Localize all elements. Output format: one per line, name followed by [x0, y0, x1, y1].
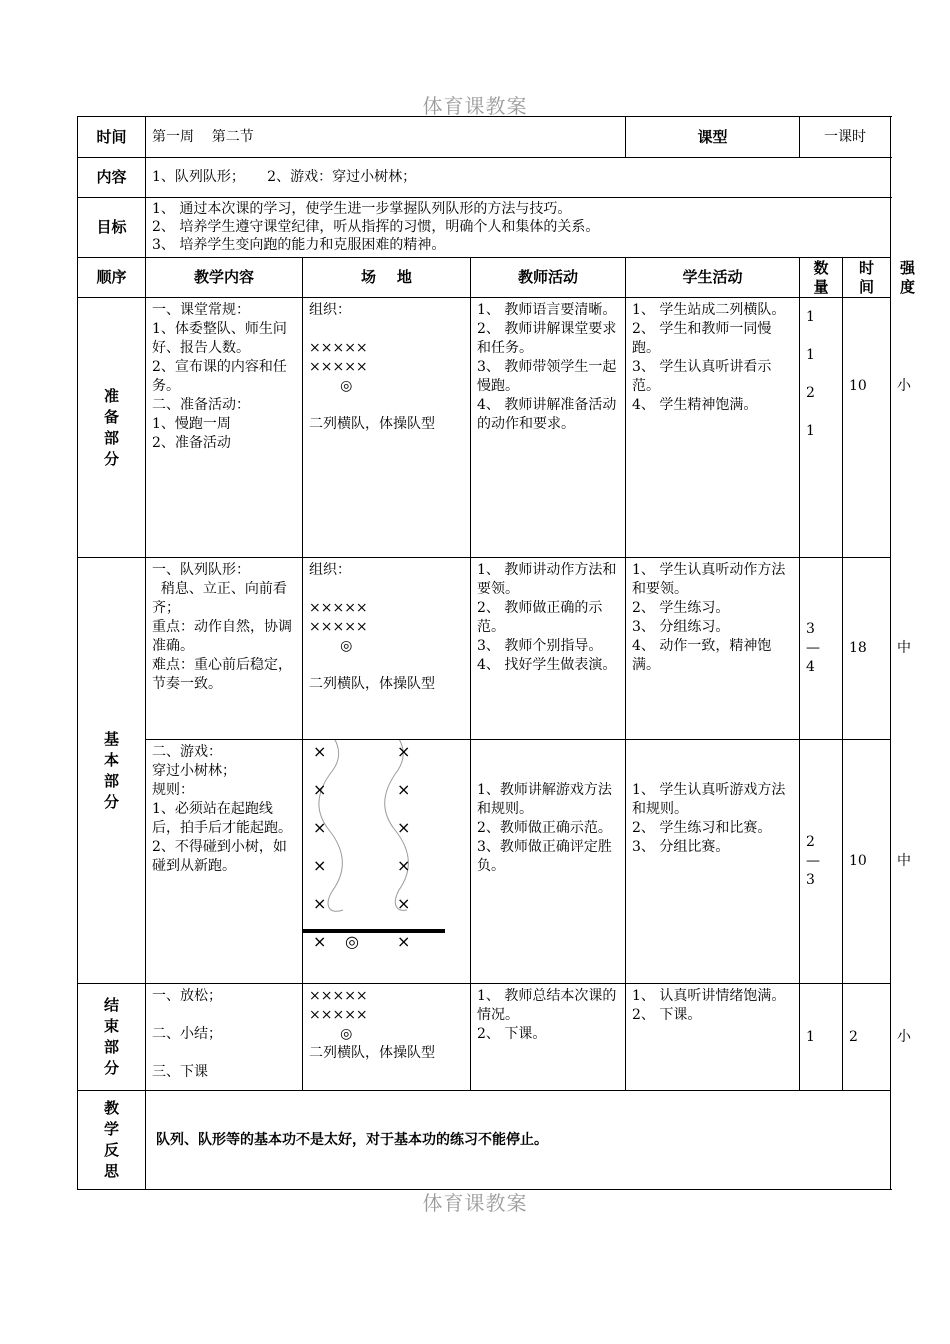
reflection-label: 教学反思 [78, 1091, 146, 1190]
col-field: 场 地 [303, 258, 471, 298]
end-row: 结束部分 一、放松； 二、小结； 三、下课 ××××× ××××× ◎ 二列横队，体操队型 1、 教师总结本次课的情况。 2、 下课。 1、 认真听讲情绪饱满。 2、 下课。 1 2 小 [78, 984, 891, 1091]
basic-content-1: 一、队列队形： 稍息、立正、向前看齐； 重点：动作自然，协调准确。 难点：重心前后稳定，节奏一致。 [146, 558, 303, 740]
tree-mark: × [397, 856, 411, 875]
teacher-mark: ◎ [309, 638, 353, 654]
goal-item: 3、 培养学生变向跑的能力和克服困难的精神。 [152, 237, 446, 253]
time-value: 第一周 第二节 [146, 117, 626, 158]
prep-time: 10 [843, 298, 891, 558]
prep-qty: 1 1 2 1 [800, 298, 843, 558]
end-qty: 1 [800, 984, 843, 1091]
tree-mark: × [397, 780, 411, 799]
player-mark: × [397, 932, 411, 951]
end-field: ××××× ××××× ◎ 二列横队，体操队型 [303, 984, 471, 1091]
basic-content-2: 二、游戏： 穿过小树林； 规则： 1、必须站在起跑线后，拍手后才能起跑。 2、不得碰到小树，如碰到从新跑。 [146, 740, 303, 984]
time-row [78, 117, 891, 158]
teacher-mark: ◎ [309, 378, 353, 394]
tree-mark: × [313, 856, 327, 875]
basic-row-2: 二、游戏： 穿过小树林； 规则： 1、必须站在起跑线后，拍手后才能起跑。 2、不得碰到小树，如碰到从新跑。 × × × × × × × × × × × ◎ × 1、教师讲解游戏方法和规则。 2、教师做正确示范。 3、教师做正确评定胜负。 1、 学生认真听游戏方法和规则。 2、 学生练习和比赛。 3、 分组比赛。 2 — 3 10 中 [78, 740, 891, 984]
prep-field: 组织： ××××× ××××× ◎ 二列横队，体操队型 [303, 298, 471, 558]
column-header-row: 顺序 教学内容 场 地 教师活动 学生活动 数量 时间 强度 [78, 258, 891, 298]
prep-row: 准备部分 一、课堂常规： 1、体委整队、师生问好、报告人数。 2、宣布课的内容和任务。 二、准备活动： 1、慢跑一周 2、准备活动 组织： ××××× ××××× ◎ 二列横队，体操队型 1、 教师语言要清晰。 2、 教师讲解课堂要求和任务。 3、 教师带领学生一起慢跑。 4、 教师讲解准备活动的动作和要求。 1、 学生站成二列横队。 2、 学生和教师一同慢跑。 3、 学生认真听讲看示范。 4、 学生精神饱满。 1 1 2 1 10 小 [78, 298, 891, 558]
prep-teacher: 1、 教师语言要清晰。 2、 教师讲解课堂要求和任务。 3、 教师带领学生一起慢跑。 4、 教师讲解准备活动的动作和要求。 [471, 298, 626, 558]
tree-mark: × [313, 780, 327, 799]
end-content: 一、放松； 二、小结； 三、下课 [146, 984, 303, 1091]
basic-row-1: 基本部分 一、队列队形： 稍息、立正、向前看齐； 重点：动作自然，协调准确。 难点：重心前后稳定，节奏一致。 组织： ××××× ××××× ◎ 二列横队，体操队型 1、 教师讲动作方法和要领。 2、 教师做正确的示范。 3、 教师个别指导。 4、 找好学生做表演。 1、 学生认真听动作方法和要领。 2、 学生练习。 3、 分组练习。 4、 动作一致，精神饱满。 3 — 4 18 中 [78, 558, 891, 740]
basic-student-2: 1、 学生认真听游戏方法和规则。 2、 学生练习和比赛。 3、 分组比赛。 [626, 740, 800, 984]
reflection-text: 队列、队形等的基本功不是太好，对于基本功的练习不能停止。 [146, 1091, 891, 1190]
col-qty: 数量 [800, 258, 843, 298]
basic-qty-1: 3 — 4 [800, 558, 843, 740]
end-label: 结束部分 [78, 984, 146, 1091]
goal-label: 目标 [78, 198, 146, 258]
end-teacher: 1、 教师总结本次课的情况。 2、 下课。 [471, 984, 626, 1091]
col-teacher: 教师活动 [471, 258, 626, 298]
prep-label: 准备部分 [78, 298, 146, 558]
goal-item: 2、 培养学生遵守课堂纪律，听从指挥的习惯，明确个人和集体的关系。 [152, 219, 600, 235]
tree-mark: × [397, 818, 411, 837]
header-watermark: 体育课教案 [422, 94, 528, 118]
content-value: 1、队列队形； 2、游戏：穿过小树林； [146, 158, 891, 198]
content-row [78, 158, 891, 198]
basic-field-1: 组织： ××××× ××××× ◎ 二列横队，体操队型 [303, 558, 471, 740]
col-student: 学生活动 [626, 258, 800, 298]
prep-student: 1、 学生站成二列横队。 2、 学生和教师一同慢跑。 3、 学生认真听讲看示范。 4、 学生精神饱满。 [626, 298, 800, 558]
goal-item: 1、 通过本次课的学习，使学生进一步掌握队列队形的方法与技巧。 [152, 201, 572, 217]
tree-mark: × [313, 742, 327, 761]
end-student: 1、 认真听讲情绪饱满。 2、 下课。 [626, 984, 800, 1091]
goal-row [78, 198, 891, 258]
basic-qty-2: 2 — 3 [800, 740, 843, 984]
col-time: 时间 [843, 258, 891, 298]
basic-field-2 [303, 740, 471, 984]
prep-content: 一、课堂常规： 1、体委整队、师生问好、报告人数。 2、宣布课的内容和任务。 二、准备活动： 1、慢跑一周 2、准备活动 [146, 298, 303, 558]
teacher-mark: ◎ [345, 932, 359, 951]
lesson-plan-table [77, 116, 916, 1190]
teacher-mark: ◎ [309, 1026, 353, 1042]
goal-list [146, 198, 891, 258]
tree-mark: × [313, 818, 327, 837]
type-value: 一课时 [800, 117, 891, 158]
time-label: 时间 [78, 117, 146, 158]
type-label: 课型 [626, 117, 800, 158]
footer-watermark: 体育课教案 [422, 1191, 528, 1215]
basic-label: 基本部分 [78, 558, 146, 984]
col-content: 教学内容 [146, 258, 303, 298]
tree-mark: × [397, 894, 411, 913]
reflection-row [78, 1091, 891, 1190]
content-label: 内容 [78, 158, 146, 198]
player-mark: × [313, 932, 327, 951]
basic-teacher-1: 1、 教师讲动作方法和要领。 2、 教师做正确的示范。 3、 教师个别指导。 4、 找好学生做表演。 [471, 558, 626, 740]
basic-teacher-2: 1、教师讲解游戏方法和规则。 2、教师做正确示范。 3、教师做正确评定胜负。 [471, 740, 626, 984]
basic-time-2: 10 [843, 740, 891, 984]
game-diagram [303, 740, 471, 960]
col-order: 顺序 [78, 258, 146, 298]
tree-mark: × [313, 894, 327, 913]
end-time: 2 [843, 984, 891, 1091]
basic-time-1: 18 [843, 558, 891, 740]
basic-student-1: 1、 学生认真听动作方法和要领。 2、 学生练习。 3、 分组练习。 4、 动作一致，精神饱满。 [626, 558, 800, 740]
tree-mark: × [397, 742, 411, 761]
